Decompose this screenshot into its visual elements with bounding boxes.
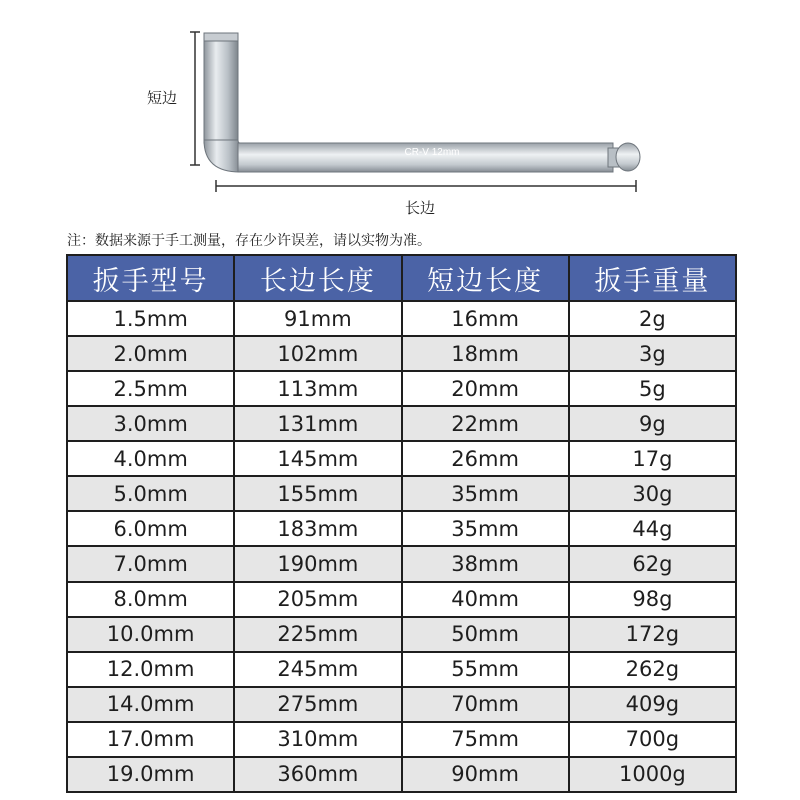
cell-short-side: 20mm xyxy=(402,371,569,406)
cell-short-side: 40mm xyxy=(402,582,569,617)
cell-short-side: 22mm xyxy=(402,406,569,441)
cell-short-side: 35mm xyxy=(402,511,569,546)
cell-weight: 5g xyxy=(569,371,736,406)
cell-long-side: 190mm xyxy=(234,546,401,581)
cell-short-side: 16mm xyxy=(402,301,569,336)
cell-weight: 98g xyxy=(569,582,736,617)
cell-short-side: 18mm xyxy=(402,336,569,371)
cell-long-side: 183mm xyxy=(234,511,401,546)
table-row xyxy=(67,371,736,406)
short-side-dimension xyxy=(190,32,200,165)
short-side-label: 短边 xyxy=(147,89,178,107)
table-header-row xyxy=(67,255,736,301)
table-row xyxy=(67,617,736,652)
table-row xyxy=(67,476,736,511)
cell-model: 6.0mm xyxy=(67,511,234,546)
hex-key-illustration xyxy=(0,0,800,225)
cell-model: 2.0mm xyxy=(67,336,234,371)
table-row xyxy=(67,511,736,546)
cell-model: 1.5mm xyxy=(67,301,234,336)
cell-weight: 172g xyxy=(569,617,736,652)
cell-weight: 2g xyxy=(569,301,736,336)
table-row xyxy=(67,687,736,722)
cell-long-side: 360mm xyxy=(234,757,401,792)
cell-model: 4.0mm xyxy=(67,441,234,476)
cell-model: 7.0mm xyxy=(67,546,234,581)
cell-model: 12.0mm xyxy=(67,652,234,687)
table-row xyxy=(67,757,736,792)
table-row xyxy=(67,582,736,617)
engraving-text: CR-V 12mm xyxy=(404,147,460,158)
cell-long-side: 205mm xyxy=(234,582,401,617)
cell-weight: 30g xyxy=(569,476,736,511)
table-row xyxy=(67,301,736,336)
cell-long-side: 310mm xyxy=(234,722,401,757)
cell-long-side: 145mm xyxy=(234,441,401,476)
header-model: 扳手型号 xyxy=(67,255,234,301)
cell-long-side: 245mm xyxy=(234,652,401,687)
long-side-label: 长边 xyxy=(405,199,436,217)
cell-weight: 9g xyxy=(569,406,736,441)
cell-long-side: 102mm xyxy=(234,336,401,371)
header-short-side: 短边长度 xyxy=(402,255,569,301)
cell-long-side: 91mm xyxy=(234,301,401,336)
cell-weight: 409g xyxy=(569,687,736,722)
cell-model: 5.0mm xyxy=(67,476,234,511)
header-long-side: 长边长度 xyxy=(234,255,401,301)
cell-model: 3.0mm xyxy=(67,406,234,441)
cell-weight: 1000g xyxy=(569,757,736,792)
cell-short-side: 55mm xyxy=(402,652,569,687)
table-row xyxy=(67,336,736,371)
cell-model: 10.0mm xyxy=(67,617,234,652)
cell-weight: 62g xyxy=(569,546,736,581)
wrench-diagram xyxy=(0,0,800,225)
cell-model: 17.0mm xyxy=(67,722,234,757)
cell-short-side: 75mm xyxy=(402,722,569,757)
table-row xyxy=(67,652,736,687)
hex-key-body xyxy=(204,33,640,172)
table-row xyxy=(67,406,736,441)
cell-short-side: 70mm xyxy=(402,687,569,722)
cell-model: 19.0mm xyxy=(67,757,234,792)
cell-model: 8.0mm xyxy=(67,582,234,617)
cell-weight: 44g xyxy=(569,511,736,546)
cell-short-side: 26mm xyxy=(402,441,569,476)
long-side-dimension xyxy=(216,180,636,192)
measurement-note: 注：数据来源于手工测量，存在少许误差，请以实物为准。 xyxy=(67,233,431,249)
cell-model: 2.5mm xyxy=(67,371,234,406)
cell-model: 14.0mm xyxy=(67,687,234,722)
header-weight: 扳手重量 xyxy=(569,255,736,301)
cell-short-side: 50mm xyxy=(402,617,569,652)
cell-long-side: 225mm xyxy=(234,617,401,652)
cell-short-side: 90mm xyxy=(402,757,569,792)
cell-long-side: 131mm xyxy=(234,406,401,441)
cell-weight: 17g xyxy=(569,441,736,476)
cell-weight: 3g xyxy=(569,336,736,371)
table-row xyxy=(67,722,736,757)
cell-weight: 262g xyxy=(569,652,736,687)
cell-long-side: 155mm xyxy=(234,476,401,511)
cell-long-side: 275mm xyxy=(234,687,401,722)
cell-short-side: 35mm xyxy=(402,476,569,511)
cell-short-side: 38mm xyxy=(402,546,569,581)
cell-long-side: 113mm xyxy=(234,371,401,406)
table-row xyxy=(67,441,736,476)
cell-weight: 700g xyxy=(569,722,736,757)
table-row xyxy=(67,546,736,581)
spec-table xyxy=(66,254,737,793)
